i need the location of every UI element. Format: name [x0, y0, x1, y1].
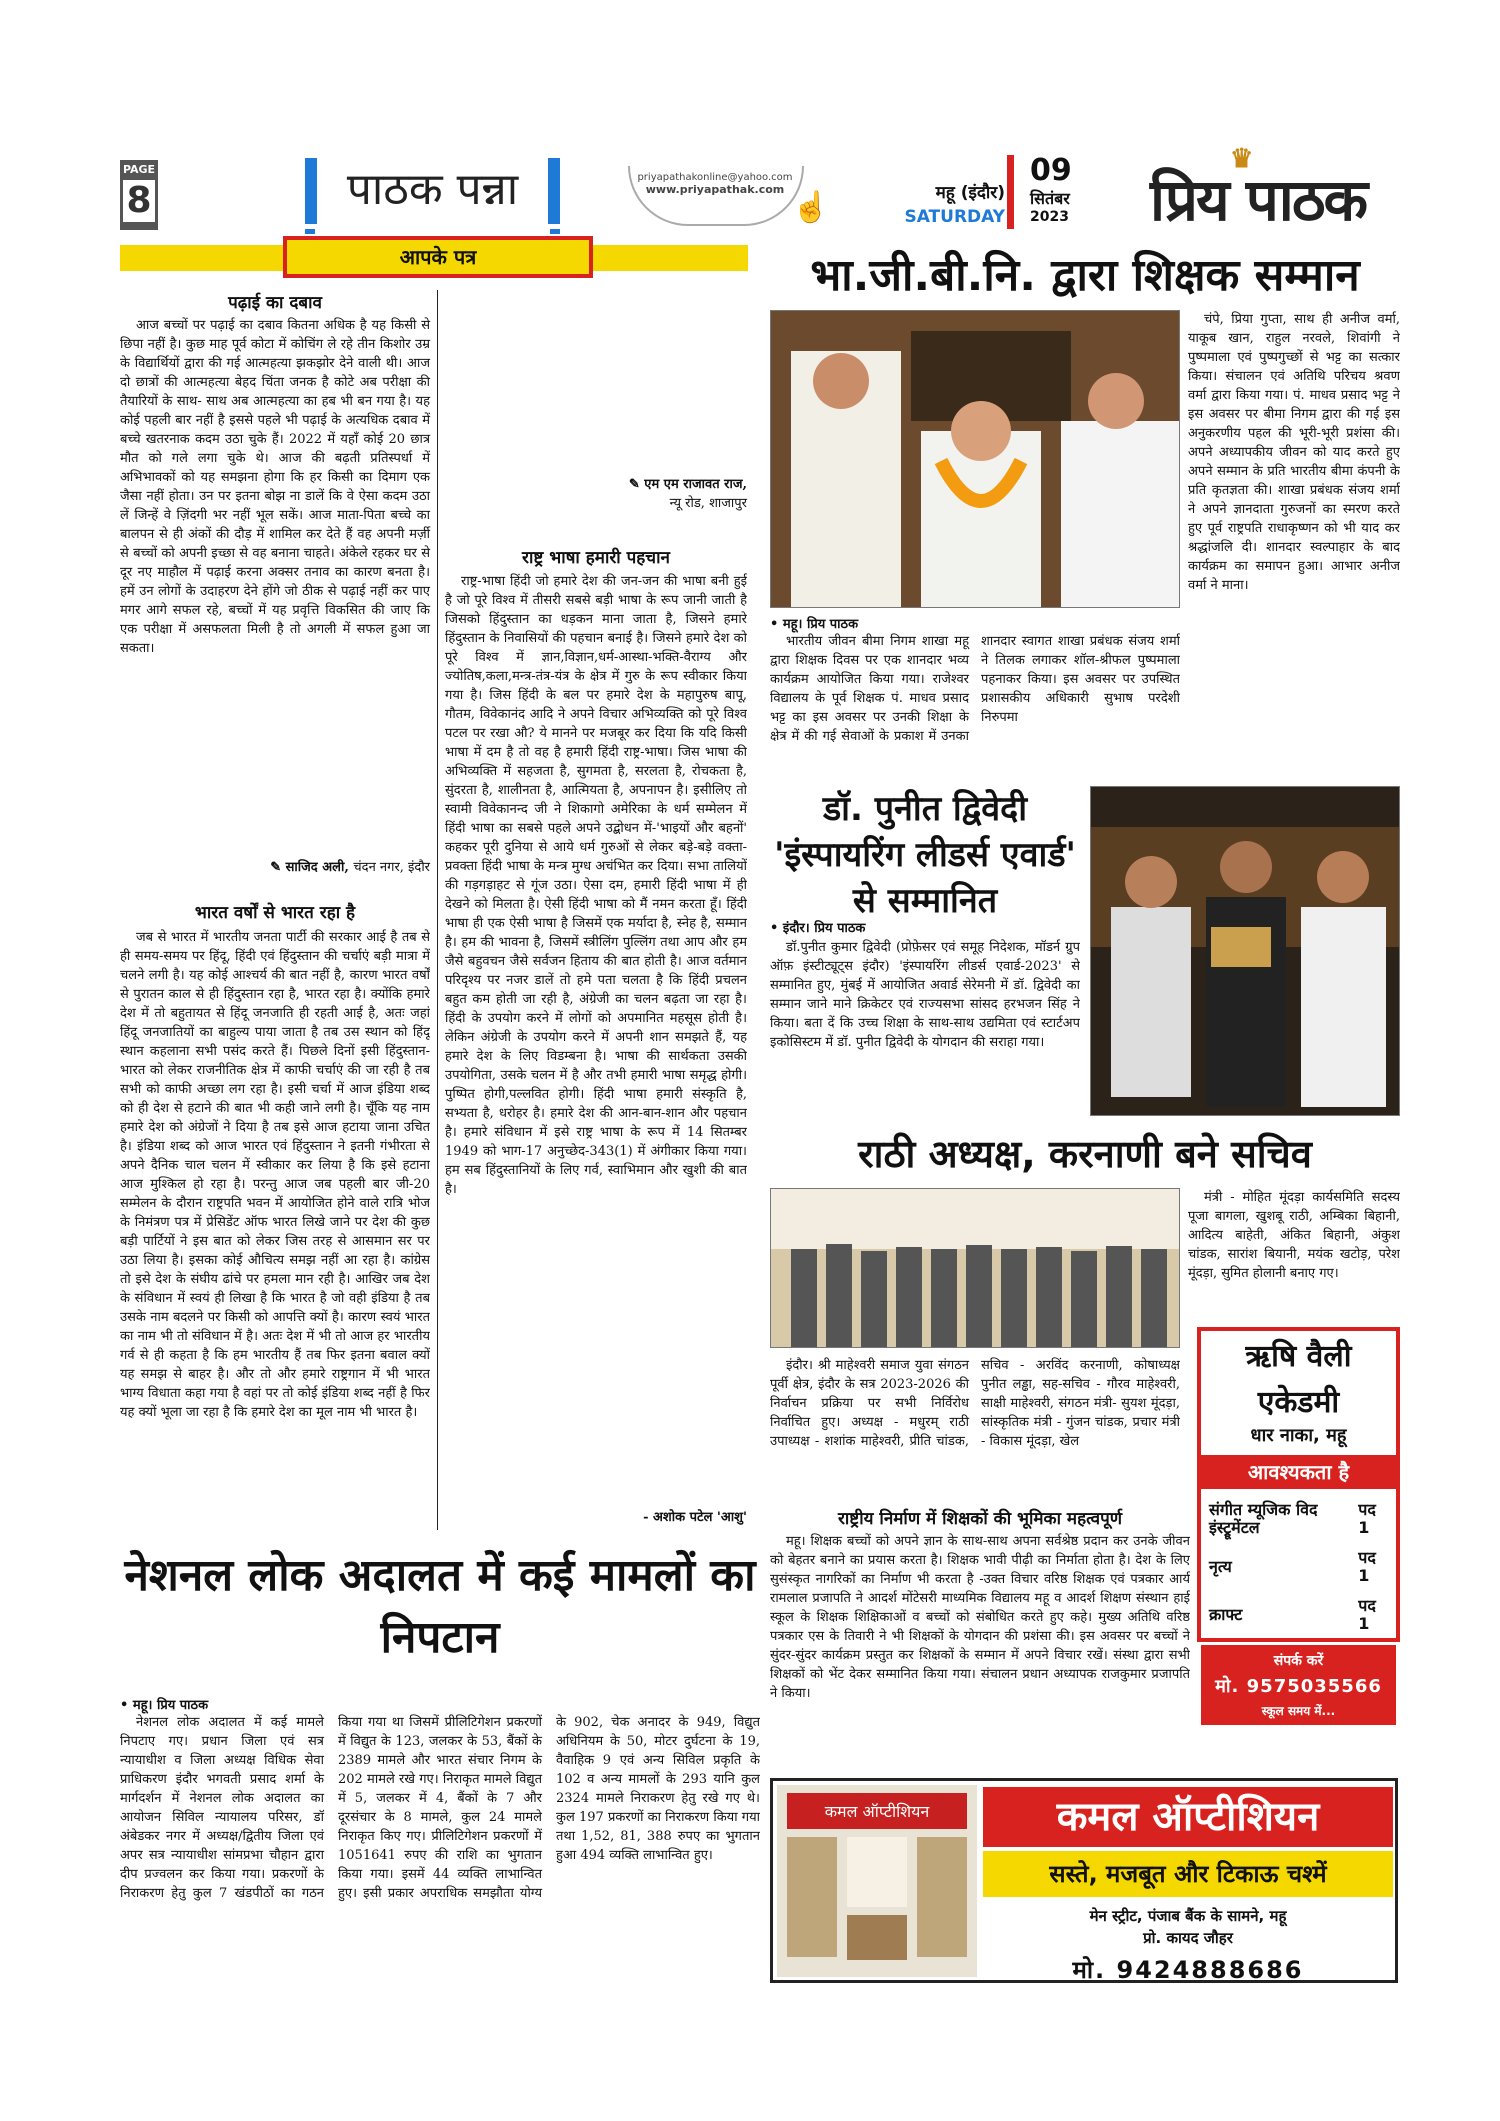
letter2-author: एम एम राजावत राज, — [644, 477, 747, 492]
rathi-paragraph: इंदौर। श्री माहेश्वरी समाज युवा संगठन पूर्वी क्षेत्र, इंदौर के सत्र 2023-2026 की निर्वाचन प्रक्रिया पर सभी निर्विरोध निर्वाचित हुए। अध्यक्ष - मधुरम् राठी उपाध्यक्ष - शशांक माहेश्वरी, प्रीति चांडक, सचिव - अरविंद करनाणी, कोषाध्यक्ष पुनीत लड्ढा, सह-सचिव - गौरव माहेश्वरी, साक्षी माहेश्वरी, संगठन मंत्री- सुयश मूंदड़ा, सांस्कृतिक मंत्री - गुंजन चांडक, प्रचार मंत्री - विकास मूंदड़ा, खेल — [770, 1358, 1180, 1449]
date-year: 2023 — [1030, 209, 1069, 225]
academy-post-row — [1201, 1591, 1396, 1639]
letter2-title: भारत वर्षों से भारत रहा है — [194, 903, 356, 923]
academy-posts — [1201, 1495, 1396, 1639]
award-paragraph: डॉ.पुनीत कुमार द्विवेदी (प्रोफ़ेसर एवं समूह निदेशक, मॉडर्न ग्रुप ऑफ़ इंस्टीट्यूट्स इंदौर) 'इंस्पायरिंग लीडर्स एवार्ड-2023' से सम्मानित हुए, मुंबई में आयोजित अवार्ड सेरेमनी में डॉ. द्विवेदी का सम्मान जाने माने क्रिकेटर एवं राज्यसभा सांसद हरभजन सिंह ने किया। बता दें कि उच्च शिक्षा के साथ-साथ उद्यमिता एवं स्टार्टअप इकोसिस्टम में डॉ. पुनीत द्विवेदी के योगदान की सराहा गया। — [770, 940, 1080, 1050]
academy-name-1: ऋषि वैली — [1245, 1339, 1352, 1374]
optician-proprietor: प्रो. कायद जौहर — [1143, 1929, 1233, 1947]
academy-post-count: पद 1 — [1358, 1548, 1376, 1585]
column-rule — [437, 290, 438, 1530]
award-photo — [1090, 786, 1400, 1116]
lic-headline: भा.जी.बी.नि. द्वारा शिक्षक सम्मान — [810, 250, 1360, 301]
lic-body — [770, 632, 1180, 782]
crown-icon: ♛ — [1230, 144, 1252, 174]
newspaper-logo — [1150, 144, 1367, 237]
academy-ad — [1197, 1327, 1400, 1718]
letter2-signature: ✎ एम एम राजावत राज, न्यू रोड, शाजापुर — [628, 477, 747, 511]
contact-email: priyapathakonline@yahoo.com — [637, 172, 793, 183]
academy-post-name: संगीत म्यूजिक विद इंस्ट्रूमेंटल — [1209, 1500, 1318, 1537]
letter1-body — [120, 316, 430, 658]
letter3-body — [445, 572, 747, 1504]
lic-paragraph: भारतीय जीवन बीमा निगम शाखा महू द्वारा शिक्षक दिवस पर एक शानदार भव्य कार्यक्रम आयोजित किया गया। राजेश्वर विद्यालय के पूर्व शिक्षक पं. माधव प्रसाद भट्ट का इस अवसर पर उनकी शिक्षा के क्षेत्र में की गई सेवाओं के प्रकाश में उनका शानदार स्वागत शाखा प्रबंधक संजय शर्मा ने तिलक लगाकर शॉल-श्रीफल पुष्पमाला पहनाकर किया। इस अवसर पर उपस्थित प्रशासकीय अधिकारी सुभाष परदेशी निरुपमा — [770, 634, 1180, 744]
award-body — [770, 938, 1080, 1118]
optician-ad — [770, 1778, 1398, 1983]
dateline-place: महू (इंदौर) — [935, 183, 1005, 203]
adalat-dateline: • महू। प्रिय पाठक — [120, 1698, 209, 1713]
rathi-headline: राठी अध्यक्ष, करनाणी बने सचिव — [858, 1132, 1312, 1176]
page-number-box — [120, 160, 158, 230]
optician-address-line: मेन स्ट्रीट, पंजाब बैंक के सामने, महू — [1089, 1907, 1287, 1925]
letter1-title: पढ़ाई का दबाव — [228, 293, 322, 313]
contact-website[interactable]: www.priyapathak.com — [645, 183, 785, 196]
optician-name: कमल ऑप्टीशियन — [983, 1787, 1393, 1847]
optician-address — [983, 1905, 1393, 1949]
letter3-text: राष्ट्र-भाषा हिंदी जो हमारे देश की जन-जन की भाषा बनी हुई है जो पूरे विश्व में तीसरी सबसे बड़ी भाषा के रूप जानी जाती है जिसको हिंदुस्तान का धड़कन माना जाता है, जिसने हमारे हिंदुस्तान के निवासियों की पहचान बनाई है। जिसने हमारे देश को पूरे विश्व में ज्ञान,विज्ञान,धर्म-आस्था-भक्ति-वैराग्य और ज्योतिष,कला,मन्त्र-तंत्र-यंत्र के क्षेत्र में गुरु के रूप स्वीकार किया गया है। जिस हिंदी के बल पर हमारे देश के महापुरुष बापू, गौतम, विवेकानंद आदि ने अपने विचार अभिव्यक्ति को पूरे विश्व पटल पर रखा औ? ये मानने पर मजबूर कर दिया कि यदि किसी भाषा में दम है तो वह है हमारी हिंदी राष्ट्र-भाषा। जिस भाषा की अभिव्यक्ति में सहजता है, सुगमता है, सरलता है, रोचकता है, सुंदरता है, शालीनता है, आत्मियता है, अपनापन है। इसीलिए तो स्वामी विवेकानन्द जी ने शिकागो अमेरिका के धर्म सम्मेलन में हिंदी भाषा का सबसे पहले अपने उद्बोधन में-'भाइयों और बहनों' कहकर पूरी दुनिया से आये धर्म गुरुओं से लेकर बड़े-बड़े वक्ता-प्रवक्ता हिंदी भाषा के मन्त्र मुग्ध अचंभित कर दिया। सभा तालियों की गड़गड़ाहट से गूंज उठा। ऐसा दम, हमारी हिंदी भाषा में ही देखने को मिलता है। ऐसी हिंदी भाषा को मैं नमन करता हूँ। हिंदी भाषा ही एक ऐसी भाषा है जिसमें एक मर्यादा है, स्नेह है, सम्मान है। हम की भावना है, जिसमें स्त्रीलिंग पुल्लिंग तथा आप और हम जैसे बहुवचन जैसे सर्वजन हिताय की बात होती है। आज वर्तमान परिदृश्य पर नजर डालें तो हमे पता चलता है कि हिंदी प्रचलन बहुत कम होती जा रही है, अंग्रेजी का चलन बढ़ता जा रहा है। हिंदी के उपयोग करने में लोगों को अपमानित महसूस होती है। लेकिन अंग्रेजी के उपयोग करने में अपनी शान समझते हैं, यह हमारे देश के लिए विडम्बना है। भाषा की सार्थकता उसकी उपयोगिता, उसके चलन में है और तभी हमारी भाषा समृद्ध होगी। पुष्पित होगी,पल्लवित होगी। हिंदी भाषा हमारी संस्कृति है, सभ्यता है, धरोहर है। हमारे देश की आन-बान-शान और पहचान है। हमारे संविधान में इसे राष्ट्र भाषा के रूप में 14 सितम्बर 1949 को भाग-17 अनुच्छेद-343(1) में अंगीकार किया गया। हम सब हिंदुस्तानियों के लिए गर्व, स्वाभिमान और खुशी की बात है। — [445, 574, 747, 1197]
rathi-side-text — [1188, 1188, 1400, 1323]
dateline — [895, 180, 1005, 227]
lic-dateline: • महू। प्रिय पाठक — [770, 617, 859, 632]
logo-text: प्रिय पाठक — [1150, 166, 1367, 234]
award-dateline: • इंदौर। प्रिय पाठक — [770, 921, 866, 936]
dateline-weekday: SATURDAY — [904, 207, 1005, 227]
academy-timing: स्कूल समय में... — [1261, 1704, 1336, 1718]
rathi-side-paragraph: मंत्री - मोहित मूंदड़ा कार्यसमिति सदस्य पूजा बागला, खुशबू राठी, अम्बिका बिहानी, आदित्य बाहेती, अंकित बिहानी, अंकुश चांडक, सारांश बियानी, मयंक खटोड़, परेश मूंदड़ा, सुमित होलानी बनाए गए। — [1188, 1190, 1400, 1281]
letter2-text: जब से भारत में भारतीय जनता पार्टी की सरकार आई है तब से ही समय-समय पर हिंदू, हिंदी एवं हिंदुस्तान की चर्चाएं बड़ी मात्रा में चलने लगी है। यह कोई आश्चर्य की बात नहीं है, कारण भारत वर्षों से पुरातन काल से ही हिंदुस्तान रहा है, भारत रहा है। क्योंकि हमारे देश में तो बहुतायत से हिंदू जनजाति ही रहती आई है, अतः जहां हिंदू जनजातियों का बाहुल्य पाया जाता है तब उस स्थान को हिंदू स्थान कहलाना सभी पसंद करते हैं। पिछले दिनों इसी हिंदुस्तान- भारत को लेकर राजनीतिक क्षेत्र में काफी चर्चाएं की जा रही है तब सभी को काफी अच्छा लग रहा है। इसी चर्चा में आज इंडिया शब्द को ही देश से हटाने की बात भी कही जाने लगी है। चूँकि यह नाम हमारे देश को अंग्रेजों ने दिया है तब इसे आज हटाया जाना उचित है। इंडिया शब्द को आज भारत एवं हिंदुस्तान ने इतनी गंभीरता से अपने दैनिक चाल चलन में स्वीकार कर लिया है कि इसे हटाना आज मुश्किल हो रहा है। परन्तु आज जब पहली बार जी-20 सम्मेलन के दौरान राष्ट्रपति भवन में आयोजित होने वाले रात्रि भोज के निमंत्रण पत्र में प्रेसिडेंट ऑफ भारत लिखे जाने पर देश की कुछ बड़ी पार्टियों ने इस बात को लेकर जिस तरह से आसमान सर पर उठा लिया है। इसका कोई औचित्य समझ नहीं आ रहा है। कांग्रेस तो इसे देश के संघीय ढांचे पर हमला मान रही है। आखिर जब देश के संविधान में स्वयं ही लिखा है कि भारत है जो वही इंडिया है तब उसके नाम बदलने पर किसी को आपत्ति क्यों है। कारण स्वयं भारत का नाम भी तो संविधान में है। अतः देश में भी तो आज हर भारतीय गर्व से ही कहता है कि हम भारतीय हैं तब फिर इतना बवाल क्यों यह समझ से बाहर है। और तो और हमारे राष्ट्रगान में भी भारत भाग्य विधाता कहा गया है वहां पर तो कोई इंडिया शब्द नहीं है फिर यह क्यों भूला जा रहा है कि हमारे देश का मूल नाम भी भारत है। — [120, 930, 430, 1420]
optician-shop-photo — [777, 1785, 977, 1977]
teachers-paragraph: महू। शिक्षक बच्चों को अपने ज्ञान के साथ-साथ अपना सर्वश्रेष्ठ प्रदान कर उनके जीवन को बेहतर बनाने का प्रयास करता है। शिक्षक भावी पीढ़ी का निर्माता होता है। देश के लिए सुसंस्कृत नागरिकों का निर्माण भी करता है -उक्त विचार वरिष्ठ शिक्षक एवं पत्रकार आर्य रामलाल प्रजापति ने आदर्श मोंटेसरी माध्यमिक विद्यालय महू व आदर्श शिक्षण संस्थान हाई स्कूल के शिक्षक शिक्षिकाओं व बच्चों को संबोधित करते हुए कहे। मुख्य अतिथि वरिष्ठ पत्रकार एस के तिवारी ने भी शिक्षकों के योगदान की प्रशंसा की। इस अवसर पर बच्चों ने सुंदर-सुंदर कार्यक्रम प्रस्तुत कर शिक्षकों के सम्मान में अपने विचार रखें। संस्था द्वारा सभी शिक्षकों को भेंट देकर सम्मानित किया गया। संचालन प्रधान अध्यापक राजकुमार प्रजापति ने किया। — [770, 1534, 1190, 1701]
rathi-body — [770, 1356, 1180, 1498]
page-number: 8 — [123, 180, 155, 222]
section-title: पाठक पन्ना — [305, 158, 560, 224]
adalat-headline: नेशनल लोक अदालत में कई मामलों का निपटान — [124, 1550, 756, 1663]
date-block — [1030, 155, 1072, 225]
letter1-author: साजिद अली, — [285, 860, 349, 875]
page-label: PAGE — [122, 163, 156, 176]
lic-side-paragraph: चंपे, प्रिया गुप्ता, साथ ही अनीज वर्मा, याकूब खान, राहुल नरवले, शिवांगी ने पुष्पमाला एवं पुष्पगुच्छों से भट्ट का सत्कार किया। संचालन एवं अतिथि परिचय श्रवण वर्मा द्वारा किया गया। पं. माधव प्रसाद भट्ट ने इस अवसर पर बीमा निगम द्वारा की गई इस अनुकरणीय पहल की भूरी-भूरी प्रशंसा की। अपने अध्यापकीय जीवन को याद करते हुए अपने सम्मान के प्रति भारतीय बीमा कंपनी के प्रति कृतज्ञता की। शाखा प्रबंधक संजय शर्मा ने अपने ज्ञानदाता गुरुजनों का स्मरण करते हुए पूर्व राष्ट्रपति राधाकृष्णन को भी याद कर श्रद्धांजलि दी। शानदार स्वल्पाहार के बाद कार्यक्रम का समापन हुआ। आभार अनीज वर्मा ने माना। — [1188, 312, 1400, 593]
date-month: सितंबर — [1030, 189, 1070, 208]
date-divider — [1007, 155, 1014, 229]
lic-side-text — [1188, 310, 1400, 780]
academy-post-count: पद 1 — [1358, 1500, 1376, 1537]
academy-post-row — [1201, 1495, 1396, 1543]
letter3-signature: - अशोक पटेल 'आशु' — [643, 1510, 747, 1525]
date-day: 09 — [1030, 153, 1072, 188]
award-headline: डॉ. पुनीत द्विवेदी 'इंस्पायरिंग लीडर्स एवार्ड' से सम्मानित — [774, 789, 1076, 921]
adalat-body — [120, 1713, 760, 1983]
letter3-title: राष्ट्र भाषा हमारी पहचान — [522, 548, 670, 568]
letter1-place: चंदन नगर, इंदौर — [353, 860, 430, 875]
lic-photo — [770, 310, 1180, 608]
optician-phone[interactable]: मो. 9424888686 — [1072, 1956, 1304, 1984]
letter1-text: आज बच्चों पर पढ़ाई का दबाव कितना अधिक है यह किसी से छिपा नहीं है। कुछ माह पूर्व कोटा में कोचिंग ले रहे तीन किशोर उम्र के विद्यार्थियों द्वारा की गई आत्महत्या झकझोर देने वाली थी। आज दो छात्रों की आत्महत्या बेहद चिंता जनक है कोटे अब परीक्षा की तैयारियों के साथ- साथ अब आत्महत्या का हब भी बन गया है। यह कोई पहली बार नहीं है इससे पहले भी पढ़ाई के अत्यधिक दबाव में बच्चे खतरनाक कदम उठा चुके हैं। 2022 में यहाँ कोई 20 छात्र मौत को गले लगा चुके थे। आज की बढ़ती प्रतिस्पर्धा में अभिभावकों को यह समझना होगा कि हर किसी का दिमाग एक जैसा नहीं होता। उन पर इतना बोझ ना डालें कि वे ऐसा कदम उठा लें जिन्हें वे ज़िंदगी भर नहीं भूल सकें। आज माता-पिता बच्चे का बालपन से ही अंकों की दौड़ में शामिल कर देते हैं वह अपनी मर्ज़ी से बच्चों को अपनी इच्छा से वह बनाना चाहते। अंकेले रहकर घर से दूर नए माहौल में पढ़ाई करना अक्सर तनाव का कारण बनता है। हमें उन लोगों के उदाहरण देने होंगे जो ठीक से पढ़ाई नहीं कर पाए मगर आगे सफल रहे, बच्चों में यह प्रवृत्ति विकसित की जाए कि एक परीक्षा में असफलता मिली है तो अगली में सफल हुआ जा सकता। — [120, 318, 430, 656]
letter2-body-col1 — [120, 928, 430, 1528]
academy-contact-label: संपर्क करें — [1273, 1653, 1324, 1669]
academy-post-name: नृत्य — [1209, 1557, 1232, 1576]
academy-need: आवश्यकता है — [1201, 1455, 1396, 1489]
academy-post-row — [1201, 1543, 1396, 1591]
pointing-hand-icon: ☝ — [792, 190, 830, 225]
letters-tab: आपके पत्र — [283, 236, 593, 278]
letter1-signature: ✎ साजिद अली, चंदन नगर, इंदौर — [270, 860, 430, 875]
academy-contact — [1201, 1645, 1396, 1725]
academy-phone[interactable]: मो. 9575035566 — [1215, 1676, 1382, 1697]
teachers-body — [770, 1532, 1190, 1767]
letter2-place: न्यू रोड, शाजापुर — [669, 496, 747, 511]
teachers-headline: राष्ट्रीय निर्माण में शिक्षकों की भूमिका महत्वपूर्ण — [837, 1509, 1123, 1529]
optician-shop-sign: कमल ऑप्टीशियन — [824, 1802, 930, 1821]
academy-address: धार नाका, महू — [1250, 1425, 1347, 1446]
contact-block — [630, 172, 800, 196]
adalat-paragraph: नेशनल लोक अदालत में कई मामले निपटाए गए। प्रधान जिला एवं सत्र न्यायाधीश व जिला अध्यक्ष विधिक सेवा प्राधिकरण इंदौर भगवती प्रसाद शर्मा के मार्गदर्शन में नेशनल लोक अदालत का आयोजन सिविल न्यायालय परिसर, डॉ अंबेडकर नगर में अध्यक्ष/द्वितीय जिला एवं अपर सत्र न्यायाधीश सांमप्रभा चौहान द्वारा दीप प्रज्वलन कर किया गया। प्रकरणों के निराकरण हेतु कुल 7 खंडपीठों का गठन किया गया था जिसमें प्रीलिटिगेशन प्रकरणों में विद्युत के 123, जलकर के 53, बैंकों के 2389 मामले और भारत संचार निगम के 202 मामले रखे गए। निराकृत मामले विद्युत में 5, जलकर में 4, बैंकों के 7 और दूरसंचार के 8 मामले, कुल 24 मामले निराकृत किए गए। प्रीलिटिगेशन प्रकरणों में 1051641 रुपए की राशि का भुगतान किया गया। इसमें 44 व्यक्ति लाभान्वित हुए। इसी प्रकार अपराधिक समझौता योग्य के 902, चेक अनादर के 949, विद्युत अधिनियम के 50, मोटर दुर्घटना के 19, वैवाहिक 9 एवं अन्य सिविल प्रकृति के 102 व अन्य मामलों के 293 यानि कुल 2324 मामले निराकरण हेतु रखे गए थे। कुल 197 प्रकरणों का निराकरण किया गया तथा 1,52, 81, 388 रुपए का भुगतान हुआ 494 व्यक्ति लाभान्वित हुए। — [120, 1715, 760, 1901]
rathi-photo — [770, 1188, 1180, 1348]
academy-name-2: एकेडमी — [1257, 1385, 1340, 1420]
optician-tagline: सस्ते, मजबूत और टिकाऊ चश्में — [983, 1851, 1393, 1897]
academy-post-count: पद 1 — [1358, 1596, 1376, 1633]
academy-post-name: क्राफ्ट — [1209, 1605, 1243, 1624]
